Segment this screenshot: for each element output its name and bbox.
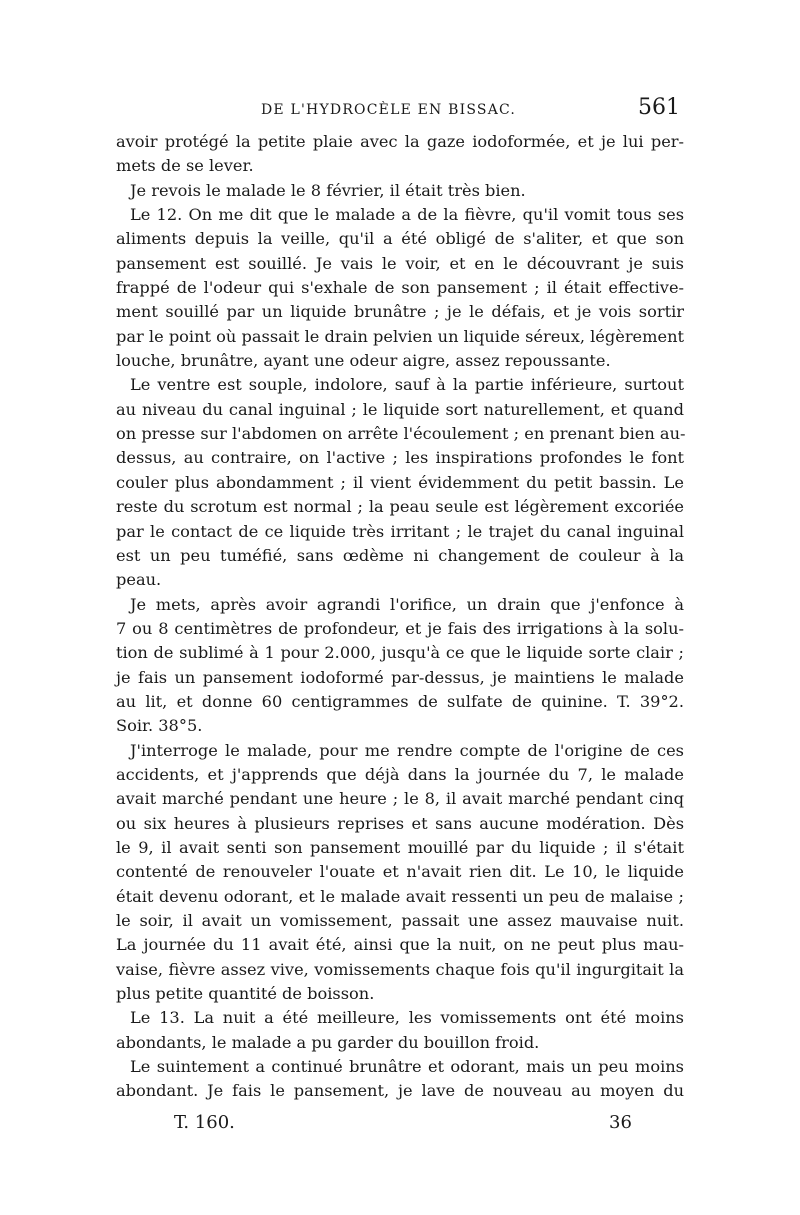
- page-footer: [116, 1112, 684, 1138]
- text-line: Je mets, après avoir agrandi l'orifice, un drain que j'enfonce à: [130, 594, 684, 614]
- text-line: avoir protégé la petite plaie avec la gaze iodoformée, et je lui per-: [116, 132, 684, 151]
- text-line: Soir. 38°5.: [116, 716, 203, 736]
- page-header: [116, 97, 684, 125]
- text-line: ment souillé par un liquide brunâtre ; je le défais, et je vois sortir: [116, 302, 684, 322]
- text-line: on presse sur l'abdomen on arrête l'écoulement ; en prenant bien au-: [116, 424, 686, 444]
- text-line: dessus, au contraire, on l'active ; les inspirations profondes le font: [116, 448, 684, 468]
- body-text: [116, 130, 684, 1104]
- text-line: le 9, il avait senti son pansement mouillé par du liquide ; il s'était: [116, 837, 684, 857]
- text-line: par le point où passait le drain pelvien un liquide séreux, légèrement: [116, 326, 684, 346]
- text-line: ou six heures à plusieurs reprises et sans aucune modération. Dès: [116, 813, 684, 833]
- text-line: abondant. Je fais le pansement, je lave de nouveau au moyen du: [116, 1081, 684, 1101]
- text-line: louche, brunâtre, ayant une odeur aigre, assez repoussante.: [116, 351, 611, 371]
- text-line: pansement est souillé. Je vais le voir, et en le découvrant je suis: [116, 253, 684, 273]
- sheet-number: 36: [609, 1112, 632, 1133]
- text-line: était devenu odorant, et le malade avait ressenti un peu de malaise ;: [116, 886, 684, 906]
- text-line: aliments depuis la veille, qu'il a été obligé de s'aliter, et que son: [116, 229, 684, 249]
- text-line: au niveau du canal inguinal ; le liquide sort naturellement, et quand: [116, 399, 684, 419]
- text-line: reste du scrotum est normal ; la peau seule est légèrement excoriée: [116, 497, 684, 517]
- text-line: Le 13. La nuit a été meilleure, les vomissements ont été moins: [130, 1008, 684, 1028]
- text-line: au lit, et donne 60 centigrammes de sulfate de quinine. T. 39°2.: [116, 691, 684, 711]
- text-line: Je revois le malade le 8 février, il était très bien.: [130, 180, 526, 200]
- text-line: plus petite quantité de boisson.: [116, 984, 375, 1004]
- printer-signature: T. 160.: [174, 1112, 235, 1133]
- text-line: avait marché pendant une heure ; le 8, il avait marché pendant cinq: [116, 789, 684, 809]
- text-line: je fais un pansement iodoformé par-dessus, je maintiens le malade: [116, 667, 684, 687]
- text-line: Le ventre est souple, indolore, sauf à la partie inférieure, surtout: [130, 375, 684, 395]
- text-line: La journée du 11 avait été, ainsi que la nuit, on ne peut plus mau-: [116, 935, 684, 955]
- text-line: accidents, et j'apprends que déjà dans la journée du 7, le malade: [116, 764, 684, 784]
- text-line: frappé de l'odeur qui s'exhale de son pansement ; il était effective-: [116, 278, 684, 298]
- text-line: est un peu tuméfié, sans œdème ni changement de couleur à la: [116, 545, 684, 565]
- text-line: Le 12. On me dit que le malade a de la fièvre, qu'il vomit tous ses: [130, 205, 684, 225]
- text-line: mets de se lever.: [116, 156, 254, 176]
- text-line: 7 ou 8 centimètres de profondeur, et je fais des irrigations à la solu-: [116, 618, 684, 638]
- running-title: DE L'HYDROCÈLE EN BISSAC.: [261, 102, 517, 118]
- text-line: le soir, il avait un vomissement, passait une assez mauvaise nuit.: [116, 911, 684, 930]
- text-line: couler plus abondamment ; il vient évidemment du petit bassin. Le: [116, 472, 684, 492]
- text-line: J'interroge le malade, pour me rendre compte de l'origine de ces: [130, 740, 684, 760]
- text-line: tion de sublimé à 1 pour 2.000, jusqu'à ce que le liquide sorte clair ;: [116, 643, 684, 663]
- text-line: Le suintement a continué brunâtre et odorant, mais un peu moins: [130, 1057, 684, 1077]
- text-line: contenté de renouveler l'ouate et n'avait rien dit. Le 10, le liquide: [116, 862, 684, 882]
- text-line: vaise, fièvre assez vive, vomissements chaque fois qu'il ingurgitait la: [116, 959, 684, 979]
- text-line: peau.: [116, 570, 162, 590]
- text-line: abondants, le malade a pu garder du bouillon froid.: [116, 1032, 540, 1052]
- text-line: par le contact de ce liquide très irritant ; le trajet du canal inguinal: [116, 521, 684, 541]
- page-number: 561: [638, 95, 680, 120]
